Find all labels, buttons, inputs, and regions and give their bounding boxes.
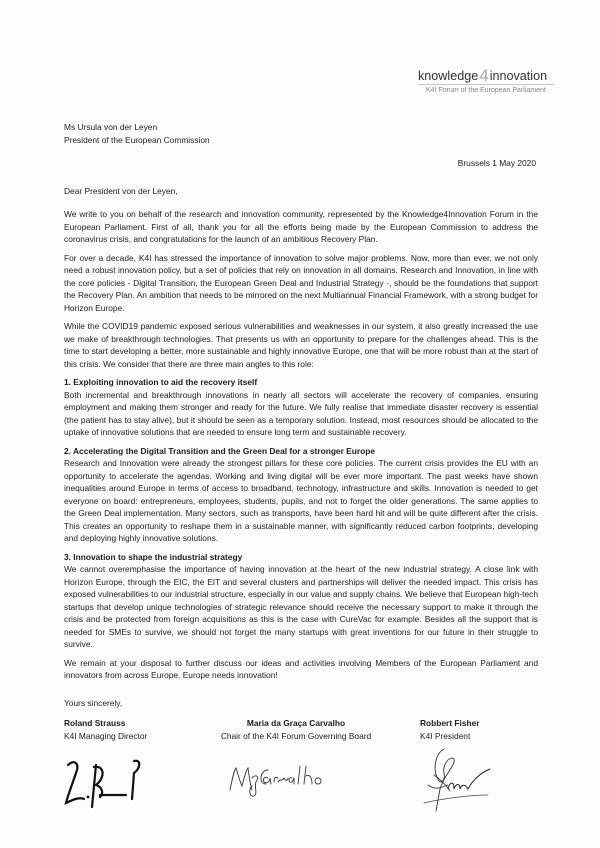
signatory-name: Robbert Fisher [420, 718, 480, 728]
section-heading: 1. Exploiting innovation to aid the recovery itself [64, 377, 258, 387]
recipient-name: Ms Ursula von der Leyen [64, 122, 158, 132]
signatory-name: Maria da Graça Carvalho [246, 718, 346, 728]
section-2 [64, 445, 538, 545]
logo-subtitle: K4I Forum of the European Parliament [426, 87, 546, 94]
letter-body [64, 208, 538, 688]
closing-line: Yours sincerely, [64, 698, 123, 708]
recipient-title: President of the European Commission [64, 134, 210, 145]
logo-word-innovation: innovation [489, 69, 548, 83]
paragraph-intro: We write to you on behalf of the research and innovation community, represented by the Knowledge4Innovation Forum in the European Parliament. First of all, thank you for all the efforts being made by the European Commission to address the coronavirus crisis, and congratulations for the launch of an ambitious Recovery Plan. [64, 209, 538, 244]
paragraph-k4i: For over a decade, K4I has stressed the importance of innovation to solve major problems. Now, more than ever, we not only need a robust innovation policy, but a set of policies that rely on innovation in all domains. Research and Innovation, in line with the core policies - Digital Transition, the European Green Deal and Industrial Strategy -, should be the foundations that support the Recovery Plan. An ambition that needs to be mirrored on the next Multiannual Financial Framework, with a strong budget for Horizon Europe. [64, 252, 538, 313]
signatory-role: Chair of the K4I Forum Governing Board [220, 730, 372, 741]
paragraph-covid: While the COVID19 pandemic exposed serious vulnerabilities and weaknesses in our system, it also greatly increased the use we make of breakthrough technologies. That presents us with an opportunity to prepare for the challenges ahead. This is the time to start developing a better, more sustainable and highly innovative Europe, one that will be more robust than at the start of this crisis. We consider that there are three main angles to this role: [64, 321, 538, 369]
signatory-1 [64, 717, 147, 742]
date-line: Brussels 1 May 2020 [457, 158, 536, 168]
signatory-3 [420, 717, 480, 742]
salutation: Dear President von der Leyen, [64, 186, 178, 196]
recipient-block [64, 121, 538, 146]
section-1 [64, 376, 538, 439]
logo-wordmark [418, 68, 558, 83]
signatory-2 [206, 717, 386, 742]
section-heading: 2. Accelerating the Digital Transition and the Green Deal for a stronger Europe [64, 445, 376, 456]
signature-strauss [62, 755, 142, 815]
section-heading: 3. Innovation to shape the industrial strategy [64, 551, 243, 562]
signature-fisher [420, 745, 500, 815]
signature-carvalho [228, 760, 328, 800]
k4i-logo [418, 68, 558, 95]
signatory-role: K4I President [420, 730, 471, 741]
paragraph-closing: We remain at your disposal to further discuss our ideas and activities involving Members of the European Parliament and innovators from across Europe. Europe needs innovation! [64, 657, 538, 680]
signatory-name: Roland Strauss [64, 718, 126, 728]
section-text: We cannot overemphasise the importance of having innovation at the heart of the new industrial strategy. A close link with Horizon Europe, through the EIC, the EIT and several clusters and partnerships will deliver the needed impact. This crisis has exposed vulnerabilities to our industrial structure, especially in our value and supply chains. We believe that European high-tech startups that develop unique technologies of strategic relevance should receive the necessary support to make it through the crisis and be protected from foreign acquisitions as this is the case with CureVac for example. Besides all the support that is needed for SMEs to survive, we should not forget the many startups with great inventions for our future in their struggle to survive. [64, 564, 538, 649]
section-text: Research and Innovation were already the strongest pillars for these core policies. The current crisis provides the EU with an opportunity to accelerate the agendas. Working and living digital will be ever more important. The past weeks have shown inequalities around Europe in terms of access to broadband, technology, infrastructure and skills. Innovation is needed to get everyone on board: entrepreneurs, employees, students, pupils, and not to forget the older generations. The same applies to the Green Deal implementation. Many sectors, such as transports, have been hard hit and will be quite different after the crisis. This creates an opportunity to reshape them in a sustainable manner, with significantly reduced carbon footprints, developing and deploying highly innovative solutions. [64, 458, 538, 543]
logo-word-knowledge: knowledge [418, 69, 479, 83]
section-3 [64, 551, 538, 651]
signatory-role: K4I Managing Director [64, 730, 148, 741]
section-text: Both incremental and breakthrough innovations in nearly all sectors will accelerate the recovery of companies, ensuring employment and making them stronger and ready for the future. We fully realise that immediate disaster recovery is essential (the patient has to stay alive), but it should be seen as a temporary solution. Instead, most resources should be allocated to the uptake of innovative solutions that are needed to ensure long term and sustainable recovery. [64, 389, 538, 437]
logo-four: 4 [479, 66, 489, 85]
